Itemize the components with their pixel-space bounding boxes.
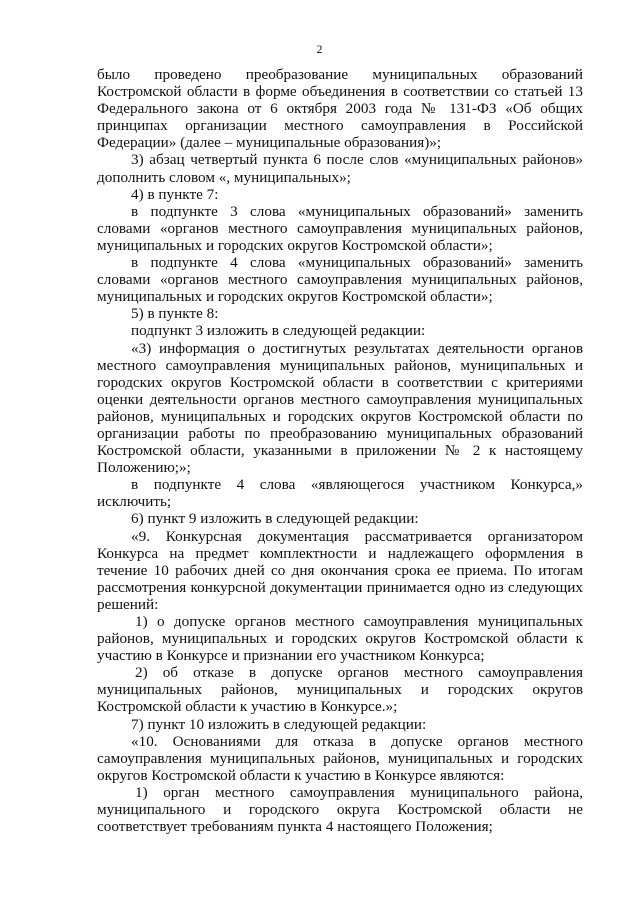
page-number: 2 <box>316 42 323 56</box>
paragraph: 6) пункт 9 изложить в следующей редакции: <box>131 510 419 528</box>
paragraph: 1) о допуске органов местного самоуправления муниципальных районов, муниципальных и городских округов Костромской области к участию в Конкурсе и признании его участником Конкурса; <box>97 613 583 665</box>
paragraph: 4) в пункте 7: <box>131 185 219 203</box>
paragraph: «9. Конкурсная документация рассматривается организатором Конкурса на предмет комплектности и надлежащего оформления в течение 10 рабочих дней со дня окончания срока ее приема. По итогам рассмотрения конкурсной документации принимается одно из следующих решений: <box>97 527 583 613</box>
paragraph: 2) об отказе в допуске органов местного самоуправления муниципальных районов, муниципальных и городских округов Костромской области к участию в Конкурсе.»; <box>97 664 583 716</box>
paragraph: 7) пункт 10 изложить в следующей редакции: <box>131 715 427 733</box>
paragraph: 1) орган местного самоуправления муниципального района, муниципального и городского округа Костромской области не соответствует требованиям пункта 4 настоящего Положения; <box>97 783 583 836</box>
paragraph: было проведено преобразование муниципальных образований Костромской области в форме объединения в соответствии со статьей 13 Федерального закона от 6 октября 2003 года № 131-ФЗ «Об общих принципах организации местного самоуправления в Российской Федерации» (далее – муниципальные образования)»; <box>97 66 583 152</box>
paragraph: «3) информация о достигнутых результатах деятельности органов местного самоуправления муниципальных районов, муниципальных и городских округов Костромской области в соответствии с критериями оценки деятельности органов местного самоуправления муниципальных районов, муниципальных и городских округов Костромской области по организации работы по преобразованию муниципальных образований Костромской области, указанными в приложении № 2 к настоящему Положению;»; <box>97 339 583 477</box>
paragraph: 3) абзац четвертый пункта 6 после слов «муниципальных районов» дополнить словом «, муниципальных»; <box>97 151 583 186</box>
paragraph: 5) в пункте 8: <box>131 305 219 323</box>
paragraph: «10. Основаниями для отказа в допуске органов местного самоуправления муниципальных районов, муниципальных и городских округов Костромской области к участию в Конкурсе являются: <box>97 732 583 784</box>
paragraph: подпункт 3 изложить в следующей редакции: <box>131 322 426 340</box>
paragraph: в подпункте 4 слова «являющегося участником Конкурса,» исключить; <box>97 476 583 511</box>
paragraph: в подпункте 3 слова «муниципальных образований» заменить словами «органов местного самоуправления муниципальных районов, муниципальных и городских округов Костромской области»; <box>97 202 583 254</box>
paragraph: в подпункте 4 слова «муниципальных образований» заменить словами «органов местного самоуправления муниципальных районов, муниципальных и городских округов Костромской области»; <box>97 254 583 306</box>
document-body <box>97 66 583 835</box>
